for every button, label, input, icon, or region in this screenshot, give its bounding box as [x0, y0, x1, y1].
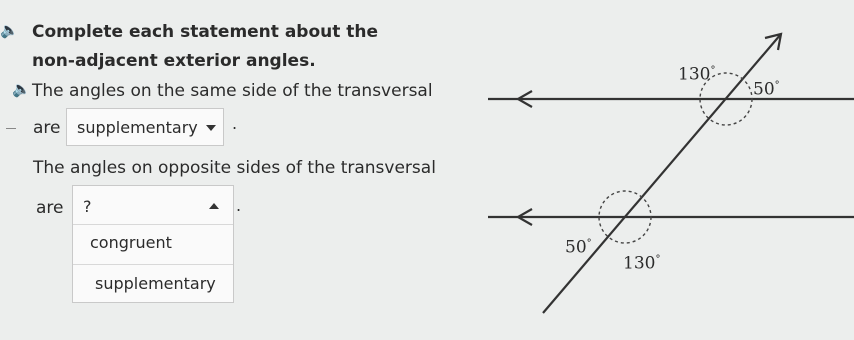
statement1-text: The angles on the same side of the transversal — [32, 81, 433, 101]
option-congruent[interactable]: congruent — [90, 233, 172, 252]
angle-label-50-top: 50° — [753, 79, 780, 100]
angle-label-130-top: 130° — [678, 64, 716, 85]
statement1-dropdown-value: supplementary — [77, 118, 198, 137]
option-supplementary[interactable]: supplementary — [95, 274, 216, 293]
speaker-icon[interactable]: 🔈 — [0, 21, 19, 39]
statement1-are: are — [33, 118, 61, 138]
statement1-period: . — [232, 114, 238, 133]
statement2-are: are — [36, 198, 64, 218]
statement2-text: The angles on opposite sides of the transversal — [33, 158, 436, 178]
statement2-dropdown-value: ? — [83, 197, 92, 216]
prompt-line1: Complete each statement about the — [32, 22, 379, 42]
prompt-line2: non-adjacent exterior angles. — [32, 51, 316, 71]
angle-label-130-bottom: 130° — [623, 253, 661, 274]
statement2-period: . — [236, 196, 242, 215]
angle-label-50-bottom: 50° — [565, 237, 592, 258]
speaker-icon[interactable]: 🔈 — [12, 80, 31, 98]
transversal-line — [543, 34, 781, 313]
